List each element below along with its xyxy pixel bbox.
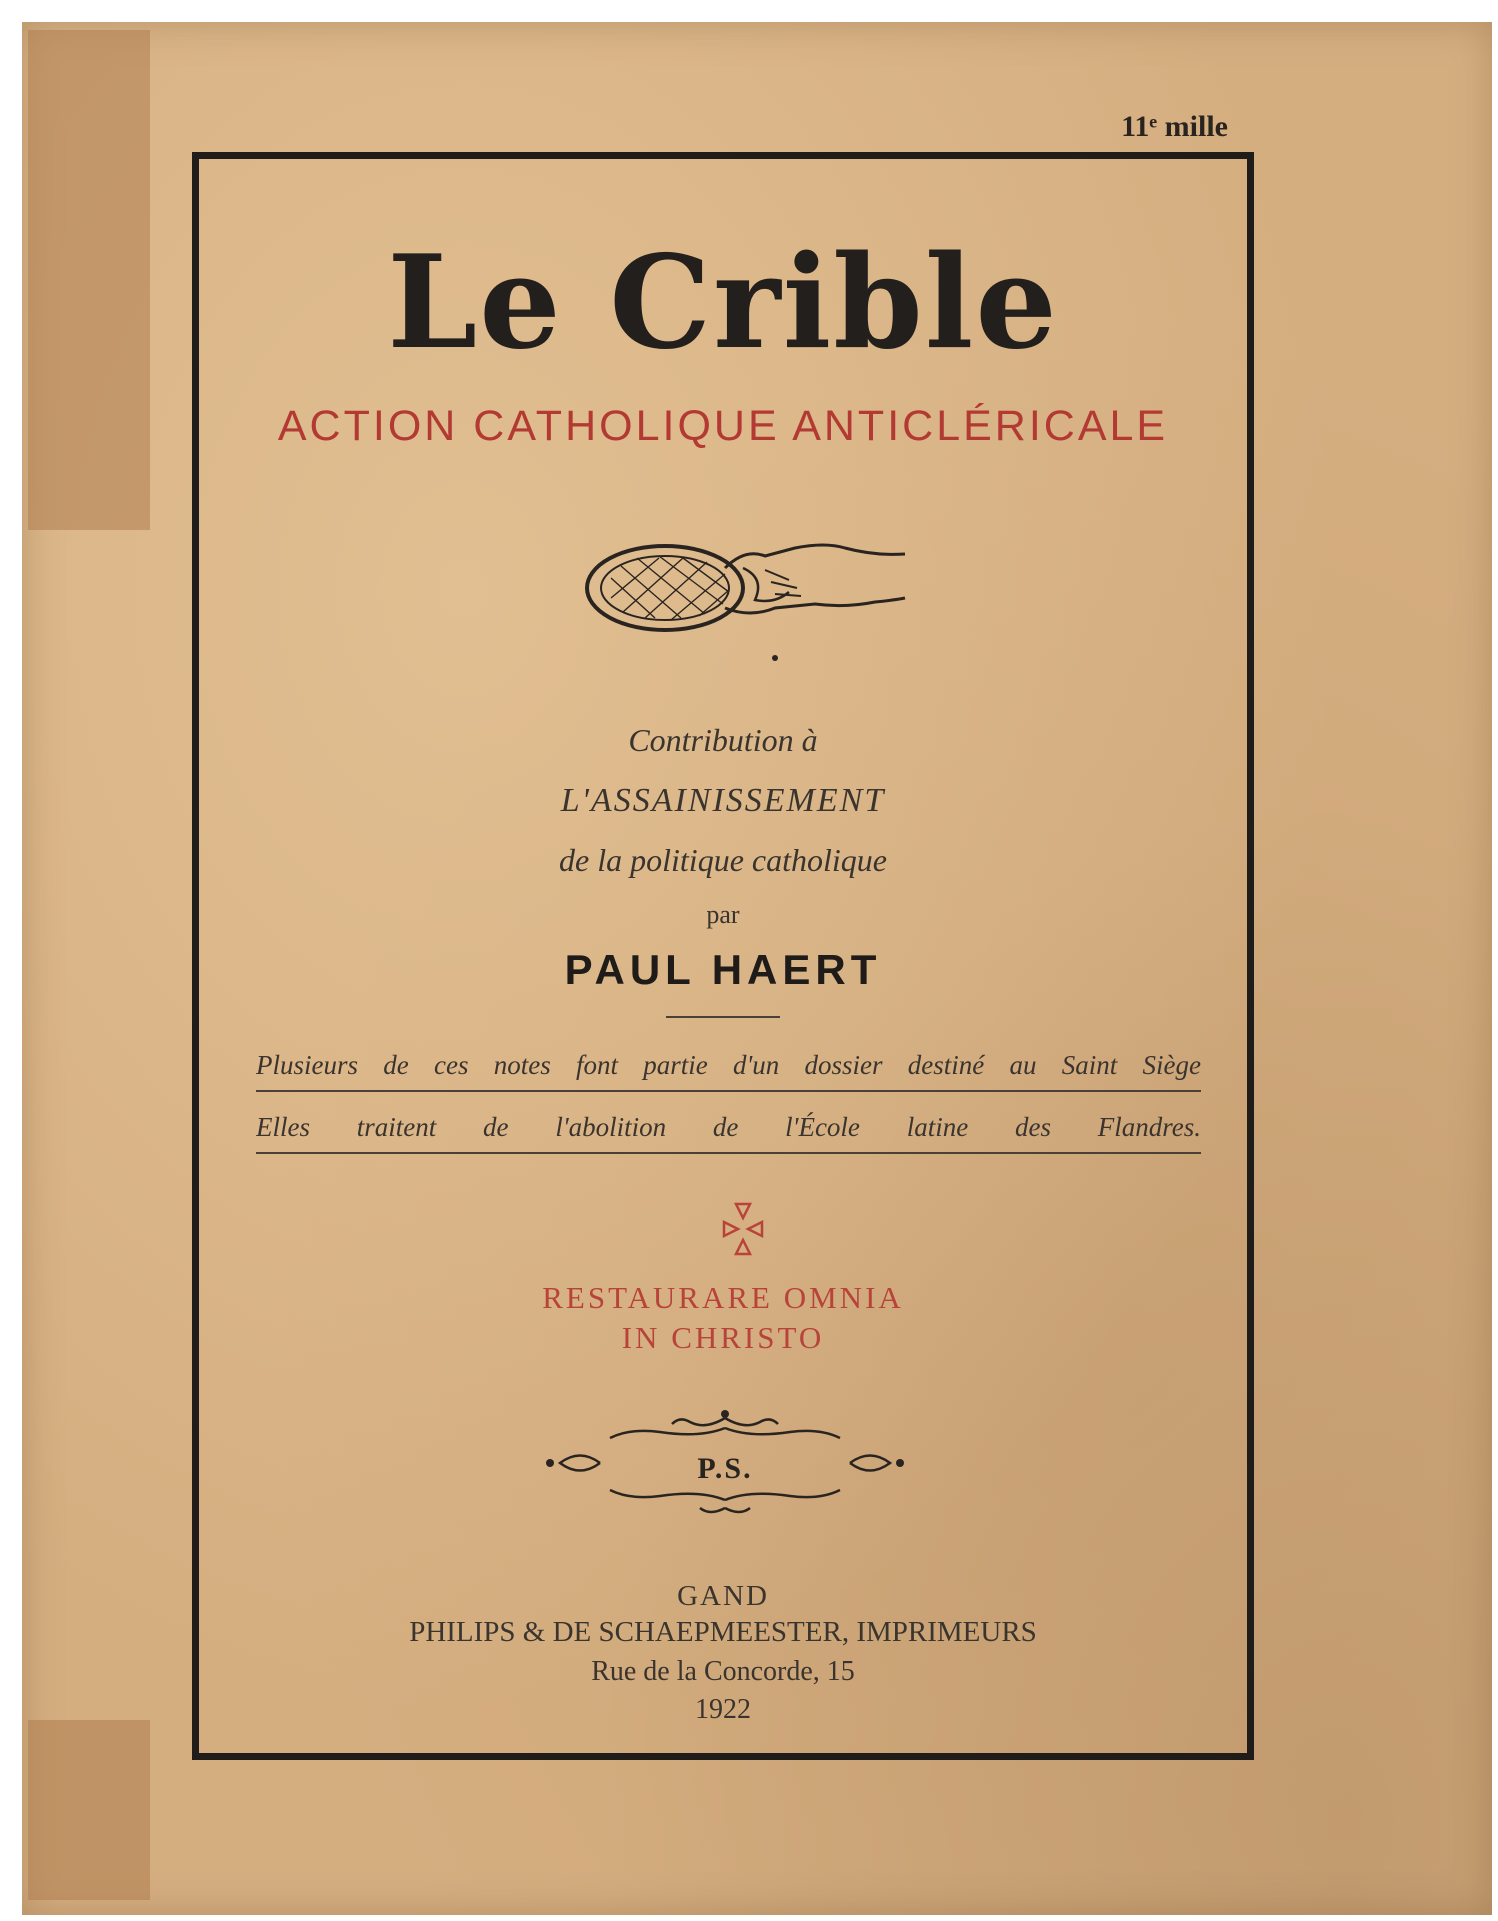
contribution-line-2: L'ASSAINISSEMENT — [560, 782, 886, 819]
note-rule-2 — [256, 1152, 1201, 1154]
motto-line-1: RESTAURARE OMNIA — [542, 1280, 904, 1315]
publication-year: 1922 — [695, 1694, 751, 1725]
author-name: PAUL HAERT — [564, 946, 882, 993]
edition-label: 11ᵉ mille — [1121, 110, 1228, 143]
publisher-name: PHILIPS & DE SCHAEPMEESTER, IMPRIMEURS — [409, 1616, 1037, 1648]
motto-line-2: IN CHRISTO — [621, 1320, 825, 1355]
publisher-address: Rue de la Concorde, 15 — [591, 1656, 855, 1687]
sieve-hand-icon — [575, 508, 915, 668]
contribution-line-3: de la politique catholique — [559, 842, 887, 878]
by-label: par — [706, 900, 740, 929]
book-subtitle: ACTION CATHOLIQUE ANTICLÉRICALE — [277, 402, 1169, 450]
note-rule-1 — [256, 1090, 1201, 1092]
note-line-1: Plusieurs de ces notes font partie d'un dossier destiné au Saint Siège — [256, 1050, 1201, 1080]
ornament-label: P.S. — [697, 1452, 753, 1485]
book-title: Le Crible — [387, 228, 1059, 378]
note-line-2: Elles traitent de l'abolition de l'École latine des Flandres. — [256, 1112, 1201, 1142]
author-divider — [666, 1016, 780, 1018]
tape-strip-top — [28, 30, 150, 530]
publisher-city: GAND — [677, 1580, 769, 1612]
cross-icon — [720, 1200, 766, 1258]
tape-strip-bottom — [28, 1720, 150, 1900]
contribution-line-1: Contribution à — [628, 722, 818, 758]
